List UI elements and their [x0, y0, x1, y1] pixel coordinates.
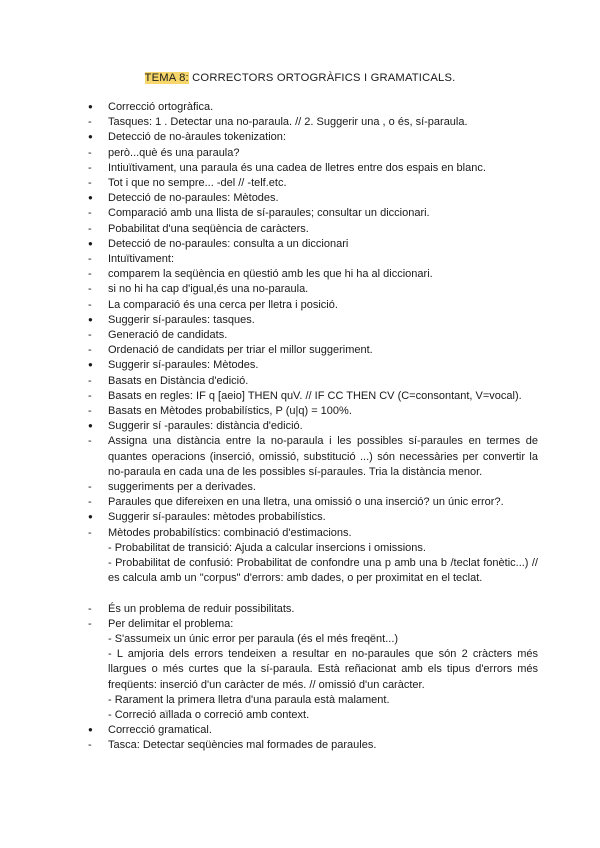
title-text: CORRECTORS ORTOGRÀFICS I GRAMATICALS. — [188, 72, 456, 84]
dash-icon — [88, 738, 102, 753]
item-text: És un problema de reduir possibilitats. — [108, 602, 295, 615]
dash-icon — [88, 146, 102, 161]
dash-item — [88, 434, 538, 480]
item-text: Basats en Distància d'edició. — [108, 374, 249, 387]
title-prefix: TEMA 8: — [144, 72, 189, 84]
dash-item — [88, 404, 538, 419]
dash-item — [88, 206, 538, 221]
item-text: - Rarament la primera lletra d'una paraula està malament. — [108, 693, 390, 706]
dash-icon — [88, 161, 102, 176]
item-text: Basats en Mètodes probabilístics, P (u|q) = 100%. — [108, 405, 352, 418]
item-text: Suggerir sí-paraules: Mètodes. — [108, 359, 259, 372]
item-text: Per delimitar el problema: — [108, 617, 234, 630]
item-text: - S'assumeix un únic error per paraula (és el més freqënt...) — [108, 632, 399, 645]
dash-icon — [88, 176, 102, 191]
dash-item — [88, 267, 538, 282]
dash-item — [88, 602, 538, 617]
dash-item — [88, 161, 538, 176]
item-text: Basats en regles: IF q [aeio] THEN quV. // IF CC THEN CV (C=consontant, V=vocal). — [108, 389, 522, 402]
item-text: - Probabilitat de transició: Ajuda a calcular insercions i omissions. — [108, 541, 426, 554]
dash-item — [88, 617, 538, 723]
dash-item — [88, 298, 538, 313]
dash-icon — [88, 328, 102, 343]
item-text: Detecció de no-paraules: consulta a un diccionari — [108, 237, 349, 250]
dash-icon — [88, 267, 102, 282]
item-text: Generació de candidats. — [108, 329, 228, 342]
bullet-icon — [88, 358, 102, 373]
dash-icon — [88, 434, 102, 449]
item-text: - L amjoria dels errors tendeixen a resultar en no-paraules que són 2 cràcters més llargues o més curtes que la sí-paraula. Està reñacionat amb els tipus d'errors més freqüents: inserció d'un caràcter de més. // omissió d'un caràcter. — [108, 648, 538, 691]
bullet-heading — [88, 723, 538, 738]
item-text: Suggerir sí-paraules: mètodes probabilístics. — [108, 511, 326, 524]
bullet-heading — [88, 419, 538, 434]
dash-item — [88, 343, 538, 358]
dash-item — [88, 282, 538, 297]
document-title — [0, 72, 600, 84]
dash-icon — [88, 526, 102, 541]
item-text: Suggerir sí -paraules: distància d'edició. — [108, 420, 303, 433]
item-text: Intuïtivament: — [108, 253, 175, 266]
item-text: Detecció de no-àraules tokenization: — [108, 131, 286, 144]
item-text: Correcció gramatical. — [108, 724, 212, 737]
dash-icon — [88, 222, 102, 237]
item-text: si no hi ha cap d'igual,és una no-paraula. — [108, 283, 309, 296]
dash-item — [88, 222, 538, 237]
bullet-heading — [88, 358, 538, 373]
item-text: Detecció de no-paraules: Mètodes. — [108, 192, 279, 205]
bullet-icon — [88, 237, 102, 252]
item-text: comparem la seqüència en qüestió amb les que hi ha al diccionari. — [108, 268, 433, 281]
bullet-icon — [88, 510, 102, 525]
bullet-heading — [88, 313, 538, 328]
dash-item — [88, 146, 538, 161]
dash-icon — [88, 343, 102, 358]
item-text: Pobabilitat d'una seqüència de caràcters. — [108, 222, 309, 235]
dash-icon — [88, 602, 102, 617]
dash-icon — [88, 252, 102, 267]
dash-icon — [88, 282, 102, 297]
bullet-icon — [88, 191, 102, 206]
dash-item — [88, 252, 538, 267]
dash-item — [88, 480, 538, 495]
dash-item — [88, 738, 538, 753]
item-text: Correcció ortogràfica. — [108, 101, 214, 113]
dash-item — [88, 389, 538, 404]
dash-item — [88, 115, 538, 130]
item-text: La comparació és una cerca per lletra i posició. — [108, 298, 338, 311]
item-text: Tot i que no sempre... -del // -telf.etc. — [108, 177, 287, 190]
item-text: però...què és una paraula? — [108, 146, 240, 159]
dash-icon — [88, 298, 102, 313]
item-text: Mètodes probabilístics: combinació d'estimacions. — [108, 526, 352, 539]
item-text: Comparació amb una llista de sí-paraules; consultar un diccionari. — [108, 207, 430, 220]
bullet-icon — [88, 723, 102, 738]
item-text: - Probabilitat de confusió: Probabilitat de confondre una p amb una b /teclat fonètic...) // es calcula amb un "corpus" d'errors: amb dades, o per proximitat en el teclat. — [108, 557, 538, 585]
item-text: Intiuïtivament, una paraula és una cadea de lletres entre dos espais en blanc. — [108, 161, 486, 174]
bullet-icon — [88, 419, 102, 434]
dash-icon — [88, 374, 102, 389]
notes-list — [88, 100, 538, 754]
bullet-icon — [88, 313, 102, 328]
dash-icon — [88, 404, 102, 419]
item-text: Assigna una distància entre la no-paraula i les possibles sí-paraules en termes de quantes operacions (inserció, omissió, substitució ...) són necessàries per convertir la no-paraula en cada una de les possibles sí-paraules. Tria la distància menor. — [108, 435, 538, 478]
dash-item — [88, 328, 538, 343]
item-text: - Correció aïllada o correció amb context. — [108, 708, 310, 721]
item-text: Suggerir sí-paraules: tasques. — [108, 313, 255, 326]
bullet-heading — [88, 237, 538, 252]
bullet-icon — [88, 100, 102, 115]
item-text: Ordenació de candidats per triar el millor suggeriment. — [108, 344, 373, 357]
dash-item — [88, 526, 538, 587]
bullet-heading — [88, 510, 538, 525]
dash-icon — [88, 480, 102, 495]
bullet-heading — [88, 100, 538, 115]
bullet-heading — [88, 191, 538, 206]
item-text: Tasca: Detectar seqüències mal formades de paraules. — [108, 739, 377, 752]
dash-item — [88, 176, 538, 191]
dash-icon — [88, 115, 102, 130]
spacer — [88, 587, 538, 602]
bullet-icon — [88, 130, 102, 145]
bullet-heading — [88, 130, 538, 145]
dash-item — [88, 495, 538, 510]
dash-icon — [88, 206, 102, 221]
dash-icon — [88, 495, 102, 510]
item-text: Tasques: 1 . Detectar una no-paraula. // 2. Suggerir una , o és, sí-paraula. — [108, 116, 468, 129]
dash-icon — [88, 617, 102, 632]
dash-icon — [88, 389, 102, 404]
dash-item — [88, 374, 538, 389]
item-text: Paraules que difereixen en una lletra, una omissió o una inserció? un únic error?. — [108, 496, 504, 509]
item-text: suggeriments per a derivades. — [108, 481, 256, 494]
